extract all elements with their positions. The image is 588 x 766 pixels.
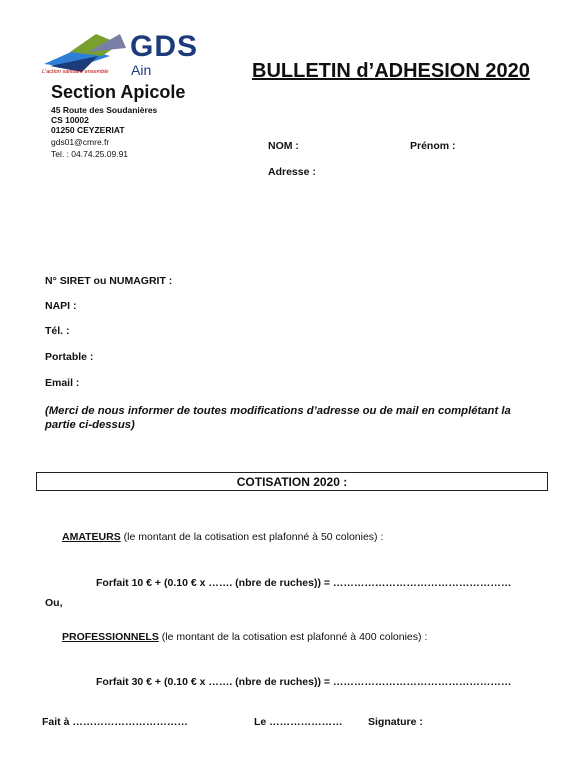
amateurs-text: (le montant de la cotisation est plafonné à 50 colonies) :: [120, 531, 384, 543]
amateurs-formula: Forfait 10 € + (0.10 € x ……. (nbre de ruches)) = ……………………………………………: [96, 577, 512, 589]
prenom-label: Prénom :: [410, 140, 456, 152]
org-email: gds01@cmre.fr: [51, 137, 110, 147]
pro-line: [62, 631, 427, 643]
ou-label: Ou,: [45, 597, 63, 609]
section-name: Section Apicole: [51, 82, 186, 102]
adresse-label: Adresse :: [268, 166, 316, 178]
address-street: 45 Route des Soudanières: [51, 105, 158, 115]
napi-label: NAPI :: [45, 300, 77, 312]
fait-a-label: Fait à ……………………………: [42, 716, 188, 728]
page-title: BULLETIN d’ADHESION 2020: [252, 60, 530, 82]
tel-label: Tél. :: [45, 325, 70, 337]
cotisation-header-box: [36, 472, 548, 491]
update-note: (Merci de nous informer de toutes modifications d’adresse ou de mail en complétant la partie ci-dessus): [45, 405, 511, 431]
pro-label: PROFESSIONNELS: [62, 631, 159, 643]
cotisation-title: COTISATION 2020 :: [236, 475, 348, 489]
pro-formula: Forfait 30 € + (0.10 € x ……. (nbre de ruches)) = ……………………………………………: [96, 676, 512, 688]
pro-text: (le montant de la cotisation est plafonné à 400 colonies) :: [158, 631, 428, 643]
portable-label: Portable :: [45, 351, 94, 363]
siret-label: N° SIRET ou NUMAGRIT :: [45, 275, 173, 287]
nom-label: NOM :: [268, 140, 299, 152]
le-label: Le …………………: [254, 716, 343, 728]
email-label: Email :: [45, 377, 80, 389]
amateurs-line: [62, 531, 383, 543]
logo-tagline: L'action sanitaire ensemble: [42, 69, 109, 75]
logo-region: Ain: [131, 62, 152, 78]
logo-brand: GDS: [130, 30, 199, 63]
amateurs-label: AMATEURS: [62, 531, 121, 543]
org-phone: Tel. : 04.74.25.09.91: [51, 149, 129, 159]
signature-label: Signature :: [368, 716, 423, 728]
address-cs: CS 10002: [51, 115, 89, 125]
address-city: 01250 CEYZERIAT: [51, 125, 125, 135]
